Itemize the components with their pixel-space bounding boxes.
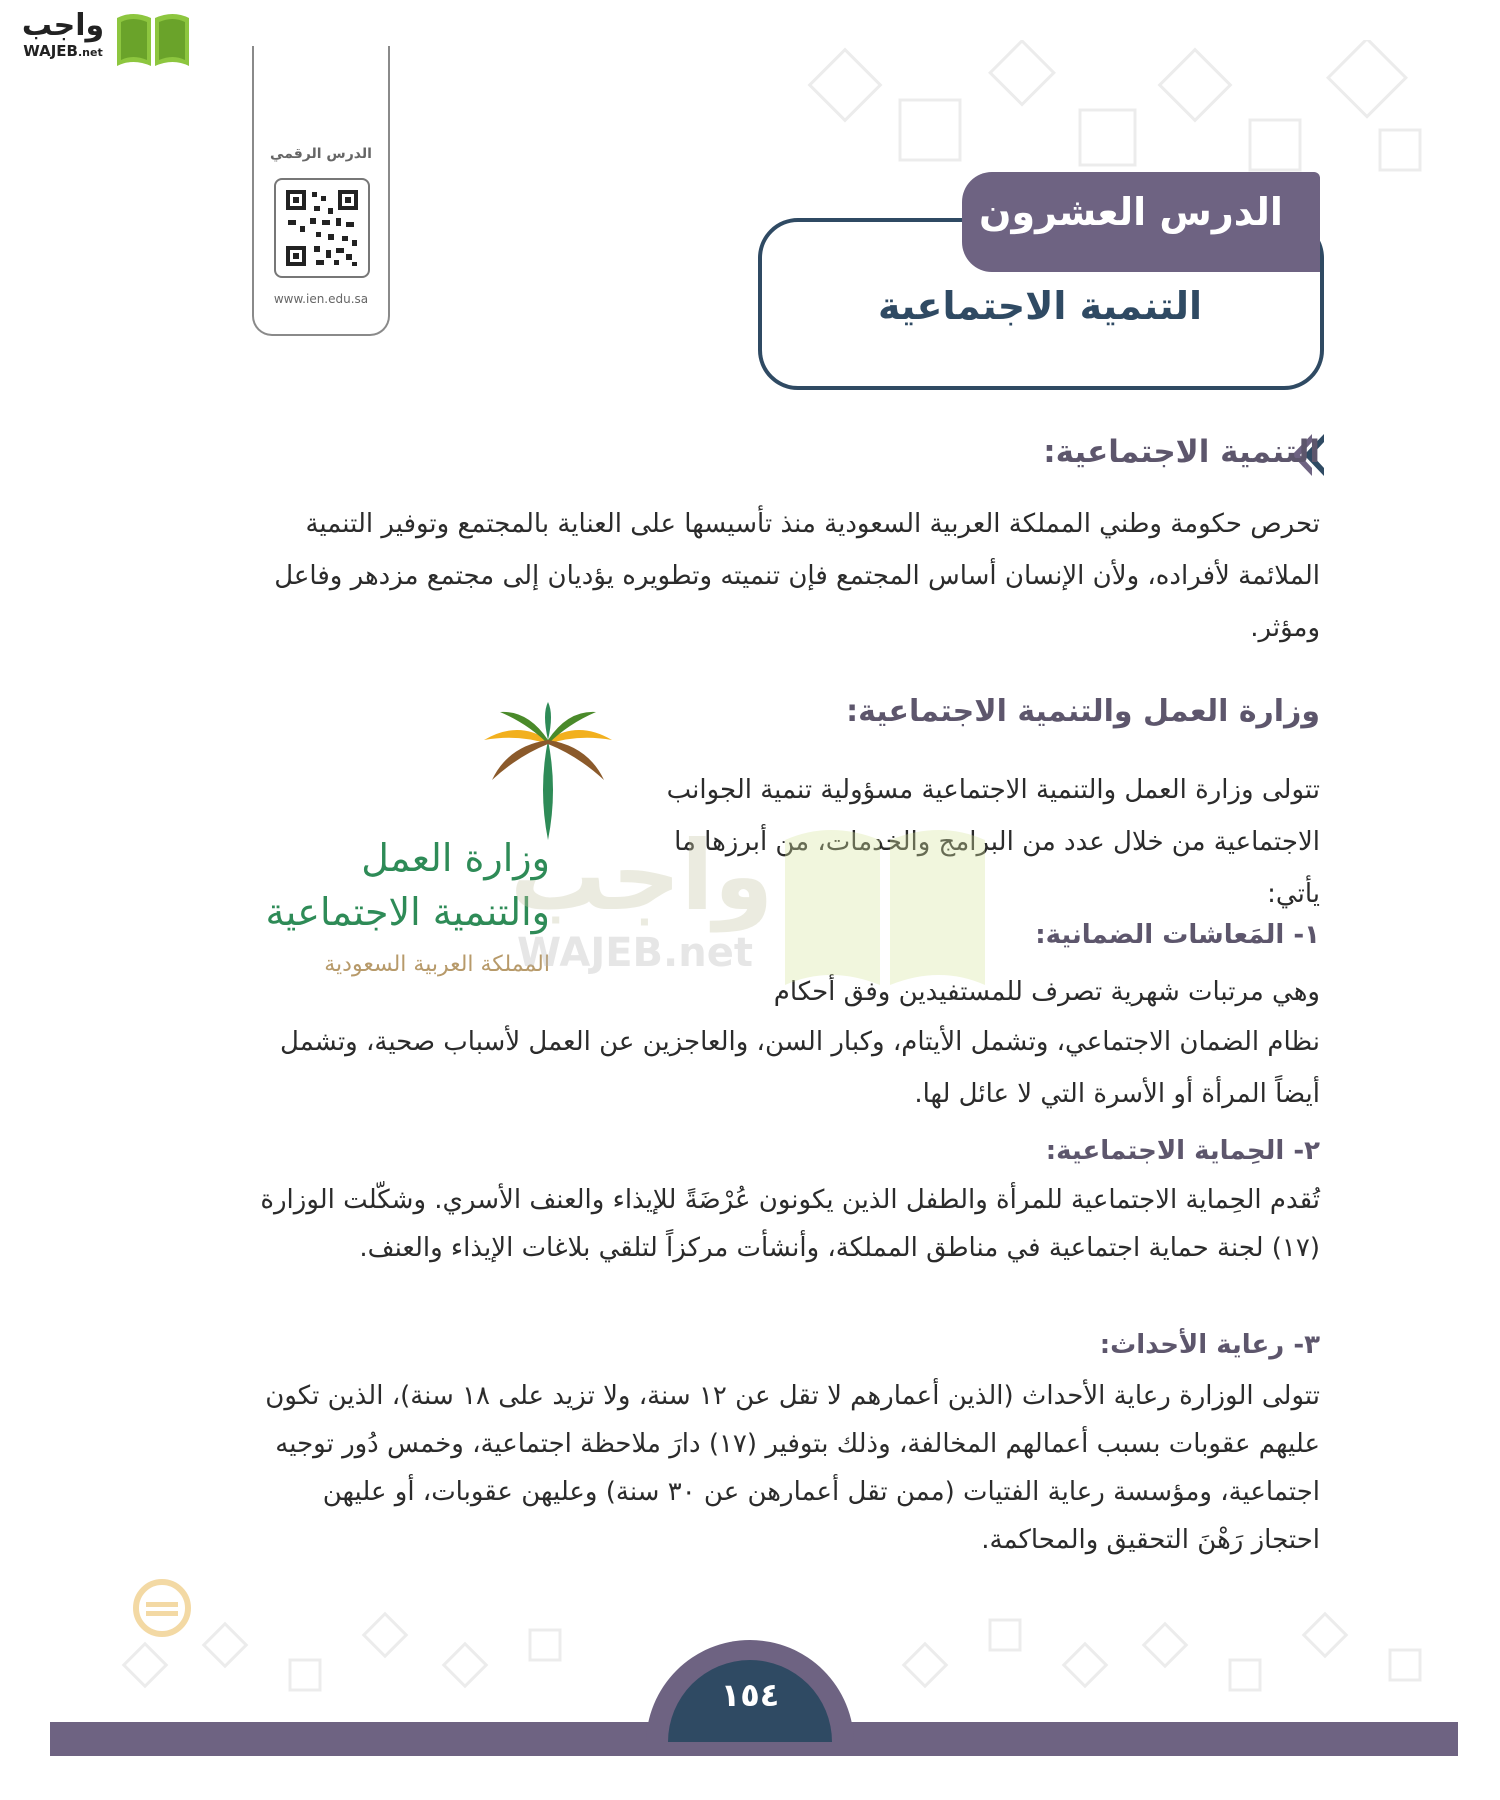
section-paragraph: تحرص حكومة وطني المملكة العربية السعودية منذ تأسيسها على العناية بالمجتمع وتوفير التنمية الملائمة لأفراده، ولأن الإنسان أساس المجتمع فإن تنميته وتطويره يؤديان إلى مجتمع مزدهر وفاعل ومؤثر.: [274, 509, 1320, 643]
section-paragraph: تتولى وزارة العمل والتنمية الاجتماعية مسؤولية تنمية الجوانب الاجتماعية من خلال عدد من البرامج والخدمات، من أبرزها ما يأتي:: [666, 775, 1320, 909]
item-paragraph: تتولى الوزارة رعاية الأحداث (الذين أعمارهم لا تقل عن ١٢ سنة، ولا تزيد على ١٨ سنة)، الذين تكون عليهم عقوبات بسبب أعمالهم المخالفة، وذلك بتوفير (١٧) دارَ ملاحظة اجتماعية، وخمس دُور توجيه اجتماعية، ومؤسسة رعاية الفتيات (ممن تقل أعمارهن عن ٣٠ سنة) وعليهن عقوبات، أو عليهن احتجاز رَهْنَ التحقيق والمحاكمة.: [265, 1381, 1320, 1555]
qr-label: الدرس الرقمي: [270, 146, 372, 162]
qr-card[interactable]: [252, 46, 390, 336]
brand-wordmark: [20, 10, 106, 70]
lesson-number: الدرس العشرون: [979, 190, 1283, 234]
item-heading-pensions: ١- المَعاشات الضمانية:: [1035, 920, 1320, 950]
item-heading-juveniles: ٣- رعاية الأحداث:: [1099, 1330, 1320, 1360]
page-number: ١٥٤: [720, 1676, 780, 1714]
watermark-text-ar: واجب: [510, 820, 774, 932]
watermark-text-en: WAJEB.net: [517, 930, 753, 976]
brand-name-en: WAJEB.net: [23, 42, 103, 60]
brand-name-ar: واجب: [21, 8, 105, 43]
item-paragraph: وهي مرتبات شهرية تصرف للمستفيدين وفق أحكام: [773, 977, 1320, 1007]
palm-tree-icon: [478, 700, 618, 840]
item-paragraph: نظام الضمان الاجتماعي، وتشمل الأيتام، وكبار السن، والعاجزين عن العمل لأسباب صحية، وتشمل أيضاً المرأة أو الأسرة التي لا عائل لها.: [280, 1027, 1320, 1109]
ministry-logo: [250, 700, 630, 990]
section-heading-social-development: التنمية الاجتماعية:: [1043, 434, 1320, 470]
section-heading-ministry: وزارة العمل والتنمية الاجتماعية:: [846, 694, 1320, 729]
ministry-name-line2: والتنمية الاجتماعية: [265, 890, 550, 934]
ministry-name-line1: وزارة العمل: [361, 836, 550, 880]
book-icon: [113, 8, 193, 70]
item-heading-protection: ٢- الحِماية الاجتماعية:: [1045, 1136, 1320, 1166]
qr-code[interactable]: [274, 178, 370, 278]
lesson-title: التنمية الاجتماعية: [877, 284, 1203, 328]
ministry-country: المملكة العربية السعودية: [324, 952, 550, 977]
qr-url[interactable]: www.ien.edu.sa: [273, 292, 369, 306]
qr-code-icon: [276, 180, 368, 276]
item-paragraph: تُقدم الحِماية الاجتماعية للمرأة والطفل الذين يكونون عُرْضَةً للإيذاء والعنف الأسري. وشكّلت الوزارة (١٧) لجنة حماية اجتماعية في مناطق المملكة، وأنشأت مركزاً لتلقي بلاغات الإيذاء والعنف.: [260, 1185, 1320, 1263]
brand-logo[interactable]: [8, 4, 193, 70]
